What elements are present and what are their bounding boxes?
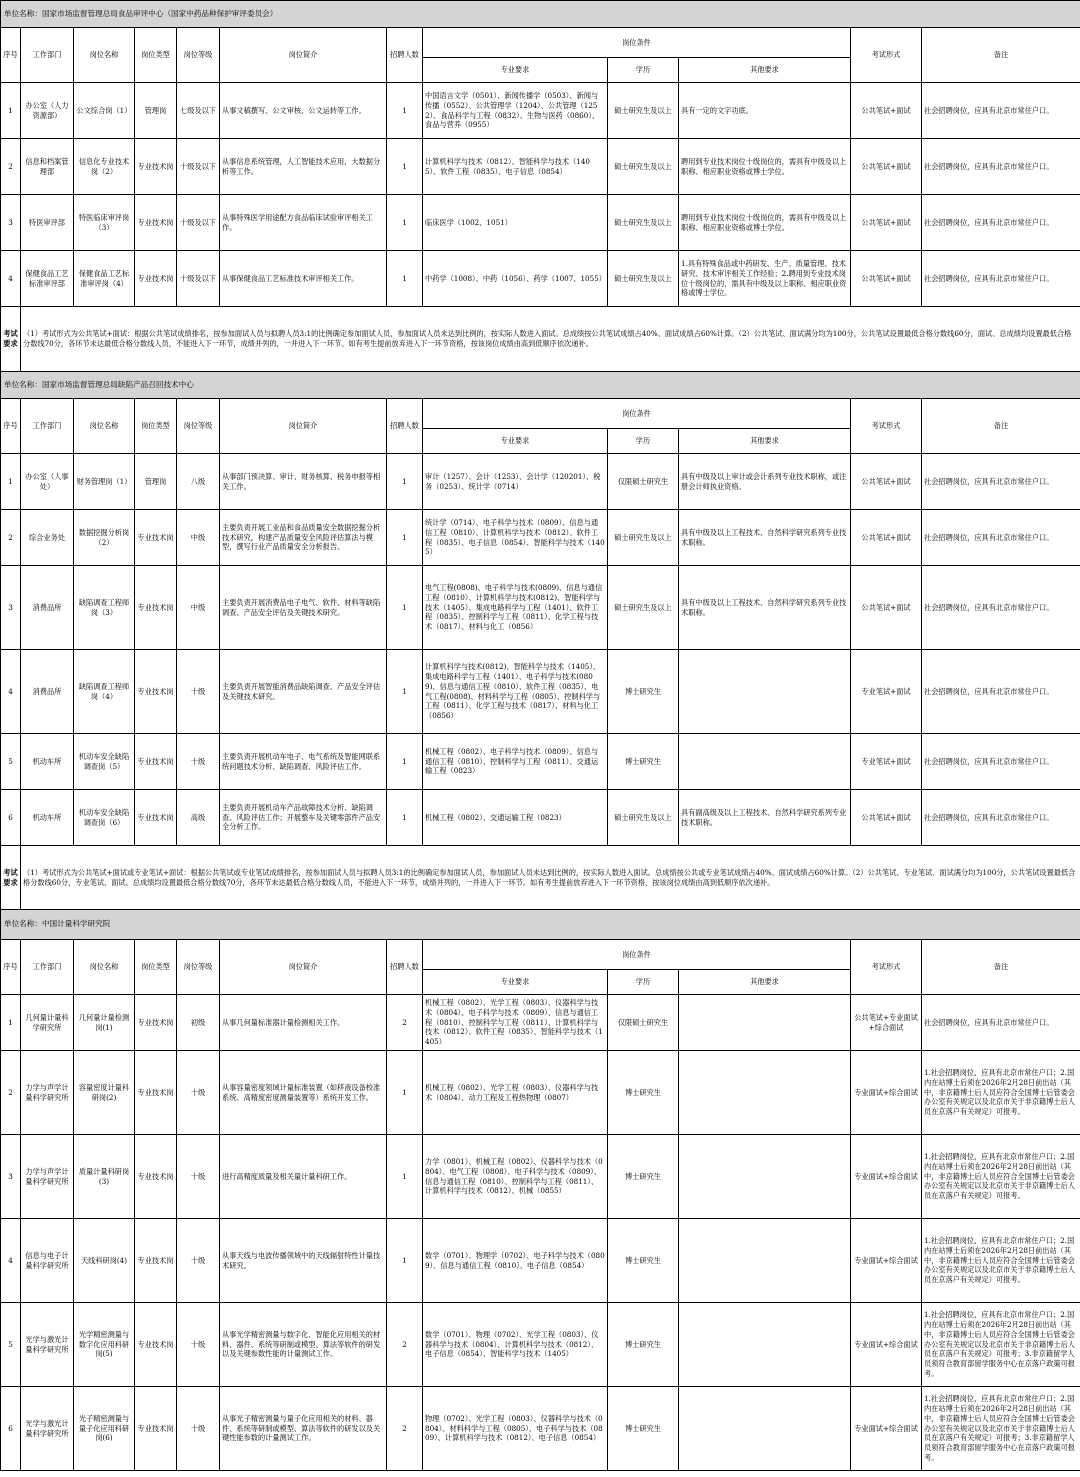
header-dept: 工作部门: [21, 28, 74, 83]
position-name-cell: 数据挖掘分析岗（2）: [74, 510, 135, 566]
note-cell: 社会招聘岗位，应具有北京市常住户口。: [922, 790, 1080, 846]
unit-name: 单位名称：中国计量科学研究院: [1, 910, 1080, 940]
header-other: 其他要求: [679, 58, 851, 83]
position-intro-cell: 主要负责开展机动车电子、电气系统及智能网联系统问题技术分析、缺陷调查、风险评估工作。: [220, 734, 387, 790]
note-cell: 社会招聘岗位，应具有北京市常住户口。: [922, 195, 1080, 251]
position-intro-cell: 进行高精度质量及相关量计量科研工作。: [220, 1135, 387, 1219]
major-requirement-cell: 数学（0701）、物理学（0702）、电子科学与技术（0809）、信息与通信工程（0810）、电子信息（0854）: [423, 1219, 608, 1303]
seq-cell: 4: [1, 1219, 21, 1303]
seq-cell: 3: [1, 566, 21, 650]
position-type-cell: 专业技术岗: [135, 195, 177, 251]
education-cell: 博士研究生: [608, 1051, 679, 1135]
header-seq: 序号: [1, 28, 21, 83]
headcount-cell: 1: [387, 251, 423, 307]
other-requirement-cell: 具有一定的文字功底。: [679, 83, 851, 139]
position-name-cell: 容量密度计量科研岗(2): [74, 1051, 135, 1135]
position-type-cell: 管理岗: [135, 454, 177, 510]
note-cell: 1.社会招聘岗位，应具有北京市常住户口；2.国内在站博士后须在2026年2月28日前出站（其中，非京籍博士后人员应符合全国博士后管委会办公室有关规定以及北京市关于非京籍博士后人员在京落户有关规定）可报考。: [922, 1219, 1080, 1303]
headcount-cell: 2: [387, 995, 423, 1051]
position-name-cell: 公文综合岗（1）: [74, 83, 135, 139]
other-requirement-cell: 具有中级及以上审计或会计系列专业技术职称，或注册会计师执业资格。: [679, 454, 851, 510]
exam-form-cell: 公共笔试+面试: [851, 566, 922, 650]
position-name-cell: 光学精密测量与数字化应用科研岗(5): [74, 1303, 135, 1387]
table-row: [1, 566, 1080, 650]
seq-cell: 6: [1, 1387, 21, 1471]
position-intro-cell: 从事保健食品工艺标准技术审评相关工作。: [220, 251, 387, 307]
exam-form-cell: 公共笔试+面试: [851, 83, 922, 139]
note-cell: 1.社会招聘岗位，应具有北京市常住户口；2.国内在站博士后须在2026年2月28日前出站（其中，非京籍博士后人员应符合全国博士后管委会办公室有关规定以及北京市关于非京籍博士后人员在京落户有关规定）可报考；3.非京籍留学人员须符合教育部留学服务中心在京落户政策可报考。: [922, 1387, 1080, 1471]
seq-cell: 4: [1, 650, 21, 734]
education-cell: 硕士研究生及以上: [608, 195, 679, 251]
headcount-cell: 1: [387, 650, 423, 734]
position-name-cell: 质量计量科研岗(3): [74, 1135, 135, 1219]
major-requirement-cell: 计算机科学与技术(0812)、智能科学与技术（1405）、集成电路科学与工程（1401）、电子科学与技术(0809)、信息与通信工程（0810）、软件工程（0835）、电气工程(0808)、材料科学与工程（0805）、控制科学与工程（0811）、化学工程与技术（0817）、材料与化工（0856）: [423, 650, 608, 734]
table-row: [1, 195, 1080, 251]
position-type-cell: 专业技术岗: [135, 1135, 177, 1219]
unit-name: 单位名称：国家市场监督管理总局缺陷产品召回技术中心: [1, 372, 1080, 399]
unit-name-row: [1, 1, 1080, 28]
position-type-cell: 专业技术岗: [135, 995, 177, 1051]
position-type-cell: 专业技术岗: [135, 1219, 177, 1303]
dept-cell: 机动车所: [21, 734, 74, 790]
education-cell: 博士研究生: [608, 1135, 679, 1219]
note-cell: 社会招聘岗位，应具有北京市常住户口。: [922, 510, 1080, 566]
table-row: [1, 995, 1080, 1051]
position-intro-cell: 从事光子精密测量与量子化应用相关的材料、器件、系统等研制或模型、算法等软件的研发以及关键性能参数的计量测试工作。: [220, 1387, 387, 1471]
education-cell: 硕士研究生及以上: [608, 510, 679, 566]
position-name-cell: 光子精密测量与量子化应用科研岗(6): [74, 1387, 135, 1471]
header-headcount: 招聘人数: [387, 940, 423, 995]
seq-cell: 5: [1, 1303, 21, 1387]
header-conditions: 岗位条件: [423, 940, 851, 970]
exam-requirement-text: （1）考试形式为公共笔试+面试或专业笔试+面试：根据公共笔试或专业笔试成绩排名，按参加面试人员与拟聘人员3:1的比例确定参加面试人员，参加面试人员未达到比例的，按实际人数进入面试。总成绩按公共或专业笔试成绩占40%、面试成绩占60%计算。（2）公共笔试、专业笔试、面试满分均为100分，公共笔试设置最低合格分数线60分，专业笔试、面试、总成绩均设置最低合格分数线70分，各环节未达最低合格分数线人员，不能进入下一环节，成绩并列的，一并进入下一环节。如有考生提前放弃进入下一环节资格，按该岗位成绩由高到低顺序依次递补。: [21, 846, 1080, 910]
header-education: 学历: [608, 970, 679, 995]
exam-requirement-label: 考试要求: [1, 307, 21, 372]
dept-cell: 几何量计量科学研究所: [21, 995, 74, 1051]
major-requirement-cell: 机械工程（0802）、交通运输工程（0823）: [423, 790, 608, 846]
headcount-cell: 1: [387, 454, 423, 510]
position-intro-cell: 主要负责开展机动车产品故障技术分析、缺陷调查、风险评估工作；开展整车及关键零部件产品安全分析工作。: [220, 790, 387, 846]
header-seq: 序号: [1, 940, 21, 995]
position-type-cell: 专业技术岗: [135, 790, 177, 846]
seq-cell: 1: [1, 454, 21, 510]
header-position-intro: 岗位简介: [220, 399, 387, 454]
position-name-cell: 特医临床审评岗（3）: [74, 195, 135, 251]
headcount-cell: 1: [387, 139, 423, 195]
dept-cell: 消费品所: [21, 650, 74, 734]
dept-cell: 力学与声学计量科学研究所: [21, 1135, 74, 1219]
table-row: [1, 83, 1080, 139]
seq-cell: 1: [1, 995, 21, 1051]
position-type-cell: 专业技术岗: [135, 1387, 177, 1471]
headcount-cell: 1: [387, 195, 423, 251]
education-cell: 硕士研究生及以上: [608, 790, 679, 846]
exam-form-cell: 专业面试+综合面试: [851, 1387, 922, 1471]
header-education: 学历: [608, 58, 679, 83]
position-level-cell: 七级及以下: [177, 83, 220, 139]
seq-cell: 3: [1, 1135, 21, 1219]
exam-form-cell: 公共笔试+面试: [851, 454, 922, 510]
header-major: 专业要求: [423, 429, 608, 454]
exam-form-cell: 公共笔试+面试: [851, 195, 922, 251]
headcount-cell: 2: [387, 1387, 423, 1471]
header-dept: 工作部门: [21, 940, 74, 995]
note-cell: 1.社会招聘岗位，应具有北京市常住户口；2.国内在站博士后须在2026年2月28日前出站（其中，非京籍博士后人员应符合全国博士后管委会办公室有关规定以及北京市关于非京籍博士后人员在京落户有关规定）可报考。: [922, 1051, 1080, 1135]
major-requirement-cell: 中国语言文学（0501）、新闻传播学（0503）、新闻与传播（0552）、公共管理学（1204）、公共管理（1252）、食品科学与工程（0832）、生物与医药（0860）、食品与营养（0955）: [423, 83, 608, 139]
major-requirement-cell: 临床医学（1002、1051）: [423, 195, 608, 251]
note-cell: 社会招聘岗位，应具有北京市常住户口。: [922, 566, 1080, 650]
note-cell: 社会招聘岗位，应具有北京市常住户口。: [922, 83, 1080, 139]
exam-form-cell: 专业笔试+面试: [851, 734, 922, 790]
other-requirement-cell: [679, 995, 851, 1051]
education-cell: 硕士研究生及以上: [608, 139, 679, 195]
table-row: [1, 1387, 1080, 1471]
header-headcount: 招聘人数: [387, 28, 423, 83]
exam-form-cell: 专业面试+综合面试: [851, 1135, 922, 1219]
table-row: [1, 1051, 1080, 1135]
position-name-cell: 保健食品工艺标准审评岗（4）: [74, 251, 135, 307]
header-position-level: 岗位等级: [177, 940, 220, 995]
dept-cell: 光学与激光计量科学研究所: [21, 1387, 74, 1471]
dept-cell: 综合业务处: [21, 510, 74, 566]
exam-form-cell: 公共笔试+面试: [851, 139, 922, 195]
header-row: [1, 399, 1080, 429]
position-intro-cell: 从事部门预决算、审计、财务核算、税务申报等相关工作。: [220, 454, 387, 510]
position-intro-cell: 从事光学精密测量与数字化、智能化应用相关的材料、器件、系统等研制或模型、算法等软件的研发以及关键参数性能的计量测试工作。: [220, 1303, 387, 1387]
seq-cell: 1: [1, 83, 21, 139]
major-requirement-cell: 机械工程（0802）、电子科学与技术（0809）、信息与通信工程（0810）、控制科学与工程（0811）、交通运输工程（0823）: [423, 734, 608, 790]
header-conditions: 岗位条件: [423, 28, 851, 58]
other-requirement-cell: 聘用到专业技术岗位十级岗位的，需具有中级及以上职称、相应职业资格或博士学位。: [679, 195, 851, 251]
table-row: [1, 1135, 1080, 1219]
header-headcount: 招聘人数: [387, 399, 423, 454]
exam-requirement-text: （1）考试形式为公共笔试+面试：根据公共笔试成绩排名，按参加面试人员与拟聘人员3:1的比例确定参加面试人员，参加面试人员未达到比例的，按实际人数进入面试。总成绩按公共笔试成绩占40%、面试成绩占60%计算。（2）公共笔试、面试满分均为100分，公共笔试设置最低合格分数线60分，面试、总成绩均设置最低合格分数线70分，各环节未达最低合格分数线人员，不能进入下一环节，成绩并列的，一并进入下一环节。如有考生提前放弃进入下一环节资格，按该岗位成绩由高到低顺序依次递补。: [21, 307, 1080, 372]
education-cell: 博士研究生: [608, 1387, 679, 1471]
table-row: [1, 1303, 1080, 1387]
position-level-cell: 十级: [177, 1219, 220, 1303]
major-requirement-cell: 计算机科学与技术（0812）、智能科学与技术（1405）、软件工程（0835）、电子信息（0854）: [423, 139, 608, 195]
seq-cell: 5: [1, 734, 21, 790]
table-row: [1, 734, 1080, 790]
dept-cell: 信息和档案管理部: [21, 139, 74, 195]
position-intro-cell: 从事文稿撰写、公文审核、公文运转等工作。: [220, 83, 387, 139]
seq-cell: 2: [1, 139, 21, 195]
dept-cell: 保健食品工艺标准审评部: [21, 251, 74, 307]
dept-cell: 特医审评部: [21, 195, 74, 251]
header-position-level: 岗位等级: [177, 399, 220, 454]
seq-cell: 6: [1, 790, 21, 846]
position-name-cell: 信息化专业技术岗（2）: [74, 139, 135, 195]
table-row: [1, 790, 1080, 846]
position-level-cell: 十级: [177, 1303, 220, 1387]
position-level-cell: 十级: [177, 1051, 220, 1135]
position-level-cell: 中级: [177, 510, 220, 566]
note-cell: 1.社会招聘岗位，应具有北京市常住户口；2.国内在站博士后须在2026年2月28日前出站（其中，非京籍博士后人员应符合全国博士后管委会办公室有关规定以及北京市关于非京籍博士后人员在京落户有关规定）可报考。: [922, 1135, 1080, 1219]
header-major: 专业要求: [423, 58, 608, 83]
position-level-cell: 初级: [177, 995, 220, 1051]
position-name-cell: 机动车安全缺陷调查岗（6）: [74, 790, 135, 846]
header-seq: 序号: [1, 399, 21, 454]
header-position-type: 岗位类型: [135, 28, 177, 83]
position-type-cell: 专业技术岗: [135, 139, 177, 195]
other-requirement-cell: [679, 650, 851, 734]
education-cell: 硕士研究生及以上: [608, 251, 679, 307]
headcount-cell: 2: [387, 1303, 423, 1387]
seq-cell: 2: [1, 1051, 21, 1135]
note-cell: 社会招聘岗位，应具有北京市常住户口。: [922, 995, 1080, 1051]
major-requirement-cell: 电气工程(0808)、电子科学与技术(0809)、信息与通信工程（0810）、计算机科学与技术(0812)、智能科学与技术（1405）、集成电路科学与工程（1401）、软件工程（0835）、控制科学与工程（0811）、化学工程与技术（0817）、材料与化工（0856）: [423, 566, 608, 650]
position-intro-cell: 从事信息系统管理，人工智能技术应用，大数据分析等工作。: [220, 139, 387, 195]
header-position-name: 岗位名称: [74, 940, 135, 995]
position-name-cell: 机动车安全缺陷调查岗（5）: [74, 734, 135, 790]
dept-cell: 光学与激光计量科学研究所: [21, 1303, 74, 1387]
header-position-level: 岗位等级: [177, 28, 220, 83]
header-exam-form: 考试形式: [851, 28, 922, 83]
table-row: [1, 650, 1080, 734]
exam-form-cell: 公共笔试+面试: [851, 790, 922, 846]
position-type-cell: 专业技术岗: [135, 1051, 177, 1135]
header-position-name: 岗位名称: [74, 399, 135, 454]
major-requirement-cell: 中药学（1008）、中药（1056）、药学（1007、1055）: [423, 251, 608, 307]
major-requirement-cell: 物理（0702）、光学工程（0803）、仪器科学与技术（0804）、材料科学与工程（0805）、电子科学与技术（0809）、计算机科学与技术（0812）、电子信息（0854）: [423, 1387, 608, 1471]
headcount-cell: 1: [387, 734, 423, 790]
table-row: [1, 510, 1080, 566]
table-row: [1, 1219, 1080, 1303]
exam-requirement-row: [1, 846, 1080, 910]
exam-requirement-label: 考试要求: [1, 846, 21, 910]
major-requirement-cell: 数学（0701）、物理（0702）、光学工程（0803）、仪器科学与技术（0804）、计算机科学与技术（0812）、电子信息（0854）、智能科学与技术（1405）: [423, 1303, 608, 1387]
position-type-cell: 专业技术岗: [135, 1303, 177, 1387]
exam-requirement-row: [1, 307, 1080, 372]
position-level-cell: 八级: [177, 454, 220, 510]
other-requirement-cell: 聘用到专业技术岗位十级岗位的，需具有中级及以上职称、相应职业资格或博士学位。: [679, 139, 851, 195]
other-requirement-cell: [679, 1135, 851, 1219]
note-cell: 1.社会招聘岗位，应具有北京市常住户口；2.国内在站博士后须在2026年2月28日前出站（其中，非京籍博士后人员应符合全国博士后管委会办公室有关规定以及北京市关于非京籍博士后人员在京落户有关规定）可报考；3.非京籍留学人员须符合教育部留学服务中心在京落户政策可报考。: [922, 1303, 1080, 1387]
other-requirement-cell: [679, 1051, 851, 1135]
header-other: 其他要求: [679, 970, 851, 995]
dept-cell: 信息与电子计量科学研究所: [21, 1219, 74, 1303]
position-intro-cell: 从事几何量标准器计量检测相关工作。: [220, 995, 387, 1051]
exam-form-cell: 公共笔试+专业面试+综合面试: [851, 995, 922, 1051]
table-row: [1, 454, 1080, 510]
headcount-cell: 1: [387, 790, 423, 846]
position-type-cell: 专业技术岗: [135, 650, 177, 734]
headcount-cell: 1: [387, 83, 423, 139]
position-name-cell: 天线科研岗(4): [74, 1219, 135, 1303]
position-level-cell: 十级: [177, 734, 220, 790]
position-level-cell: 高级: [177, 790, 220, 846]
position-level-cell: 十级及以下: [177, 139, 220, 195]
major-requirement-cell: 机械工程（0802）、光学工程（0803）、仪器科学与技术（0804）、动力工程及工程热物理（0807）: [423, 1051, 608, 1135]
header-exam-form: 考试形式: [851, 940, 922, 995]
other-requirement-cell: 1.具有特殊食品或中药研发、生产、质量管理、技术研究、技术审评相关工作经验；2.聘用到专业技术岗位十级岗位的，需具有中级及以上职称、相应职业资格或博士学位。: [679, 251, 851, 307]
header-dept: 工作部门: [21, 399, 74, 454]
exam-form-cell: 专业笔试+面试: [851, 650, 922, 734]
position-intro-cell: 主要负责开展智能消费品缺陷调查、产品安全评估及关键技术研究。: [220, 650, 387, 734]
position-name-cell: 财务管理岗（1）: [74, 454, 135, 510]
education-cell: 博士研究生: [608, 1303, 679, 1387]
education-cell: 博士研究生: [608, 650, 679, 734]
position-name-cell: 缺陷调查工程师岗（3）: [74, 566, 135, 650]
other-requirement-cell: [679, 1303, 851, 1387]
header-major: 专业要求: [423, 970, 608, 995]
seq-cell: 4: [1, 251, 21, 307]
header-position-type: 岗位类型: [135, 399, 177, 454]
dept-cell: 办公室（人力资源部）: [21, 83, 74, 139]
header-exam-form: 考试形式: [851, 399, 922, 454]
exam-form-cell: 专业面试+综合面试: [851, 1303, 922, 1387]
position-level-cell: 十级: [177, 1387, 220, 1471]
position-type-cell: 专业技术岗: [135, 251, 177, 307]
other-requirement-cell: [679, 734, 851, 790]
exam-form-cell: 公共笔试+面试: [851, 510, 922, 566]
other-requirement-cell: [679, 1387, 851, 1471]
headcount-cell: 1: [387, 510, 423, 566]
other-requirement-cell: 具有副高级及以上工程技术、自然科学研究系列专业技术职称。: [679, 790, 851, 846]
header-position-intro: 岗位简介: [220, 940, 387, 995]
headcount-cell: 1: [387, 566, 423, 650]
header-note: 备注: [922, 28, 1080, 83]
unit-name-row: [1, 910, 1080, 940]
education-cell: 硕士研究生及以上: [608, 83, 679, 139]
position-level-cell: 十级及以下: [177, 251, 220, 307]
dept-cell: 力学与声学计量科学研究所: [21, 1051, 74, 1135]
position-type-cell: 管理岗: [135, 83, 177, 139]
dept-cell: 消费品所: [21, 566, 74, 650]
position-name-cell: 几何量计量检测岗(1): [74, 995, 135, 1051]
other-requirement-cell: 具有中级及以上工程技术、自然科学研究系列专业技术职称。: [679, 510, 851, 566]
seq-cell: 2: [1, 510, 21, 566]
unit-name: 单位名称：国家市场监督管理总局食品审评中心（国家中药品种保护审评委员会）: [1, 1, 1080, 28]
position-level-cell: 十级: [177, 650, 220, 734]
unit-name-row: [1, 372, 1080, 399]
header-position-type: 岗位类型: [135, 940, 177, 995]
seq-cell: 3: [1, 195, 21, 251]
header-row: [1, 940, 1080, 970]
header-education: 学历: [608, 429, 679, 454]
exam-form-cell: 公共笔试+面试: [851, 251, 922, 307]
position-intro-cell: 从事天线与电波传播领域中的天线辐射特性计量技术研究。: [220, 1219, 387, 1303]
major-requirement-cell: 审计（1257）、会计（1253）、会计学（120201）、税务（0253）、统计学（0714）: [423, 454, 608, 510]
position-type-cell: 专业技术岗: [135, 566, 177, 650]
major-requirement-cell: 机械工程（0802）、光学工程（0803）、仪器科学与技术（0804）、电子科学与技术（0809）、信息与通信工程（0810）、控制科学与工程（0811）、计算机科学与技术（0812）、软件工程（0835）、智能科学与技术（1405）: [423, 995, 608, 1051]
position-intro-cell: 主要负责开展工业品和食品质量安全数据挖掘分析技术研究，构建产品质量安全风险评估算法与模型，撰写行业产品质量安全分析报告。: [220, 510, 387, 566]
table-row: [1, 251, 1080, 307]
header-row: [1, 28, 1080, 58]
position-name-cell: 缺陷调查工程师岗（4）: [74, 650, 135, 734]
note-cell: 社会招聘岗位，应具有北京市常住户口。: [922, 454, 1080, 510]
note-cell: 社会招聘岗位，应具有北京市常住户口。: [922, 139, 1080, 195]
major-requirement-cell: 力学（0801）、机械工程（0802）、仪器科学与技术（0804）、电气工程（0808）、电子科学与技术（0809）、信息与通信工程（0810）、控制科学与工程（0811）、计算机科学与技术（0812）、机械（0855）: [423, 1135, 608, 1219]
education-cell: 硕士研究生及以上: [608, 566, 679, 650]
position-intro-cell: 主要负责开展消费品电子电气、软件、材料等缺陷调查、产品安全评估及关键技术研究。: [220, 566, 387, 650]
position-level-cell: 十级及以下: [177, 195, 220, 251]
headcount-cell: 1: [387, 1135, 423, 1219]
exam-form-cell: 专业面试+综合面试: [851, 1219, 922, 1303]
headcount-cell: 1: [387, 1219, 423, 1303]
education-cell: 博士研究生: [608, 1219, 679, 1303]
major-requirement-cell: 统计学（0714）、电子科学与技术（0809）、信息与通信工程（0810）、计算机科学与技术（0812）、软件工程（0835）、电子信息（0854）、智能科学与技术（1405）: [423, 510, 608, 566]
education-cell: 仅限硕士研究生: [608, 454, 679, 510]
education-cell: 博士研究生: [608, 734, 679, 790]
position-type-cell: 专业技术岗: [135, 510, 177, 566]
education-cell: 仅限硕士研究生: [608, 995, 679, 1051]
header-conditions: 岗位条件: [423, 399, 851, 429]
position-intro-cell: 从事特殊医学用途配方食品临床试验审评相关工作。: [220, 195, 387, 251]
header-other: 其他要求: [679, 429, 851, 454]
position-level-cell: 中级: [177, 566, 220, 650]
header-note: 备注: [922, 940, 1080, 995]
note-cell: 社会招聘岗位，应具有北京市常住户口。: [922, 251, 1080, 307]
header-position-intro: 岗位简介: [220, 28, 387, 83]
header-note: 备注: [922, 399, 1080, 454]
dept-cell: 机动车所: [21, 790, 74, 846]
position-type-cell: 专业技术岗: [135, 734, 177, 790]
exam-form-cell: 专业面试+综合面试: [851, 1051, 922, 1135]
table-row: [1, 139, 1080, 195]
header-position-name: 岗位名称: [74, 28, 135, 83]
position-level-cell: 十级: [177, 1135, 220, 1219]
headcount-cell: 1: [387, 1051, 423, 1135]
other-requirement-cell: 具有中级及以上工程技术、自然科学研究系列专业技术职称。: [679, 566, 851, 650]
note-cell: 社会招聘岗位，应具有北京市常住户口。: [922, 734, 1080, 790]
dept-cell: 办公室（人事处）: [21, 454, 74, 510]
other-requirement-cell: [679, 1219, 851, 1303]
position-intro-cell: 从事容量密度领域计量标准装置（如移液设备校准系统、高精度密度测量装置等）系统开发工作。: [220, 1051, 387, 1135]
note-cell: 社会招聘岗位，应具有北京市常住户口。: [922, 650, 1080, 734]
